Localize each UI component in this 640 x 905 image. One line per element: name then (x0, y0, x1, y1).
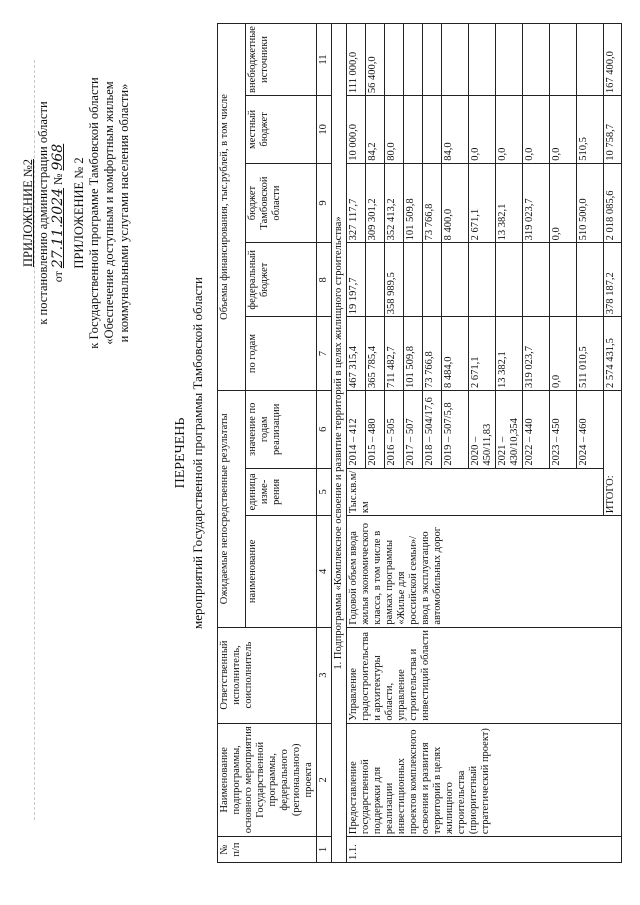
total-extra: 167 400,0 (604, 23, 622, 95)
result-value: 2018 – 504/17,6 (423, 390, 442, 468)
header-federal: федеральный бюджет (245, 242, 317, 316)
column-number: 10 (317, 95, 332, 163)
item-result-unit: Тыс.кв.м/км (347, 468, 604, 515)
funding-regional: 73 766,8 (423, 163, 442, 243)
document-page (5, 3, 635, 903)
resolution-date-line (51, 3, 66, 423)
funding-regional: 0,0 (550, 163, 577, 243)
result-value: 2017 – 507 (404, 390, 423, 468)
funding-regional: 510 500,0 (577, 163, 604, 243)
annex-header (21, 3, 132, 423)
result-value: 2014 – 412 (347, 390, 366, 468)
header-results: Ожидаемые непосредственные результаты (218, 390, 246, 627)
funding-local: 80,0 (385, 95, 404, 163)
rotated-document (5, 3, 635, 903)
header-executor: Ответственный исполнитель, соисполнитель (218, 627, 317, 723)
header-local: местный бюджет (245, 95, 317, 163)
funding-local: 84,0 (442, 95, 469, 163)
total-local: 10 758,7 (604, 95, 622, 163)
funding-local (404, 95, 423, 163)
funding-regional: 327 117,7 (347, 163, 366, 243)
table-row (347, 23, 366, 862)
title-main: ПЕРЕЧЕНЬ (173, 417, 188, 488)
funding-extra (523, 23, 550, 95)
column-number: 4 (317, 515, 332, 626)
funding-regional: 309 301,2 (366, 163, 385, 243)
column-number-row (317, 23, 332, 862)
header-name: Наименование подпрограммы, основного мероприятия Государственной программы, федерального (регионального) проекта (218, 723, 317, 837)
annex2-line2: «Обеспечение доступным и комфортным жильем (102, 80, 116, 345)
funding-extra (550, 23, 577, 95)
funding-by-years: 13 382,1 (496, 316, 523, 390)
funding-federal (523, 242, 550, 316)
funding-federal (404, 242, 423, 316)
funding-extra (385, 23, 404, 95)
total-federal: 378 187,2 (604, 242, 622, 316)
funding-extra: 111 000,0 (347, 23, 366, 95)
header-by-years: по годам (245, 316, 317, 390)
funding-federal: 19 197,7 (347, 242, 366, 316)
column-number: 3 (317, 627, 332, 723)
funding-extra (442, 23, 469, 95)
item-result-name: Годовой объем ввода жилья экономического класса, в том числе в рамках программы «Жилье для российской семьи»/ввод в эксплуатацию автомобильных дорог (347, 515, 622, 626)
column-number: 11 (317, 23, 332, 95)
funding-regional: 2 671,1 (469, 163, 496, 243)
item-number: 1.1. (347, 836, 622, 862)
funding-by-years: 2 671,1 (469, 316, 496, 390)
funding-regional: 352 413,2 (385, 163, 404, 243)
funding-regional: 101 509,8 (404, 163, 423, 243)
funding-regional: 8 400,0 (442, 163, 469, 243)
funding-extra: 56 400,0 (366, 23, 385, 95)
funding-federal (442, 242, 469, 316)
column-number: 7 (317, 316, 332, 390)
header-results-name: наименование (245, 515, 317, 626)
annex2-line1: к Государственной программе Тамбовской области (87, 76, 101, 349)
header-funding: Объемы финансирования, тыс.рублей, в том числе (218, 23, 246, 390)
total-label: ИТОГО: (604, 390, 622, 515)
funding-extra (469, 23, 496, 95)
column-number: 8 (317, 242, 332, 316)
measures-table (217, 23, 622, 863)
funding-by-years: 73 766,8 (423, 316, 442, 390)
funding-by-years: 511 010,5 (577, 316, 604, 390)
funding-by-years: 711 482,7 (385, 316, 404, 390)
result-value: 2022 – 440 (523, 390, 550, 468)
total-by-years: 2 574 431,5 (604, 316, 622, 390)
title-sub: мероприятий Государственной программы Тамбовской области (190, 276, 205, 629)
column-number: 9 (317, 163, 332, 243)
funding-local: 84,2 (366, 95, 385, 163)
funding-by-years: 0,0 (550, 316, 577, 390)
resolution-line: к постановлению администрации области (36, 100, 50, 325)
resolution-number: 968 (50, 143, 66, 171)
funding-by-years: 365 785,4 (366, 316, 385, 390)
funding-extra (577, 23, 604, 95)
funding-federal (496, 242, 523, 316)
item-name: Предоставление государственной поддержки для реализации инвестиционных проектов комплексного освоения и развития территорий в целях жилищного строительства (приоритетный стратегический проект) (347, 723, 622, 837)
funding-by-years: 8 484,0 (442, 316, 469, 390)
funding-federal: 358 989,5 (385, 242, 404, 316)
section-title: 1. Подпрограмма «Комплексное освоение и развитие территорий в целях жилищного строительства» (332, 23, 347, 862)
annex-top: ПРИЛОЖЕНИЕ №2 (21, 158, 35, 267)
header-results-value: значение по годам реализации (245, 390, 317, 468)
result-value: 2019 – 507/5,8 (442, 390, 469, 468)
funding-federal (550, 242, 577, 316)
header-row-1 (218, 23, 246, 862)
result-value: 2015 – 480 (366, 390, 385, 468)
funding-extra (404, 23, 423, 95)
document-title (172, 3, 206, 903)
header-regional: бюджет Тамбовской области (245, 163, 317, 243)
header-results-unit: единица изме-рения (245, 468, 317, 515)
funding-local: 0,0 (469, 95, 496, 163)
annex2-title: ПРИЛОЖЕНИЕ № 2 (72, 156, 86, 269)
result-value: 2020 – 450/11,83 (469, 390, 496, 468)
result-value: 2024 – 460 (577, 390, 604, 468)
resolution-date: 27.11.2024 (50, 187, 66, 268)
column-number: 5 (317, 468, 332, 515)
funding-local (423, 95, 442, 163)
funding-federal (577, 242, 604, 316)
result-value: 2023 – 450 (550, 390, 577, 468)
funding-extra (496, 23, 523, 95)
column-number: 1 (317, 836, 332, 862)
result-value: 2021 – 430/10,354 (496, 390, 523, 468)
section-row (332, 23, 347, 862)
funding-extra (423, 23, 442, 95)
number-prefix: № (51, 173, 65, 185)
funding-regional: 13 382,1 (496, 163, 523, 243)
funding-by-years: 101 509,8 (404, 316, 423, 390)
funding-by-years: 319 023,7 (523, 316, 550, 390)
funding-local: 10 000,0 (347, 95, 366, 163)
funding-regional: 319 023,7 (523, 163, 550, 243)
funding-local: 0,0 (550, 95, 577, 163)
total-regional: 2 018 085,6 (604, 163, 622, 243)
item-executor: Управление градостроительства и архитектуры области, управление строительства и инвестиций области (347, 627, 622, 723)
funding-local: 0,0 (496, 95, 523, 163)
date-prefix: от (51, 270, 65, 282)
funding-by-years: 467 315,4 (347, 316, 366, 390)
column-number: 2 (317, 723, 332, 837)
header-extra: внебюджетные источники (245, 23, 317, 95)
column-number: 6 (317, 390, 332, 468)
annex2-line3: и коммунальными услугами населения области» (117, 83, 131, 342)
result-value: 2016 – 505 (385, 390, 404, 468)
funding-federal (366, 242, 385, 316)
funding-local: 0,0 (523, 95, 550, 163)
header-num: № п/п (218, 836, 317, 862)
funding-federal (469, 242, 496, 316)
funding-federal (423, 242, 442, 316)
funding-local: 510,5 (577, 95, 604, 163)
